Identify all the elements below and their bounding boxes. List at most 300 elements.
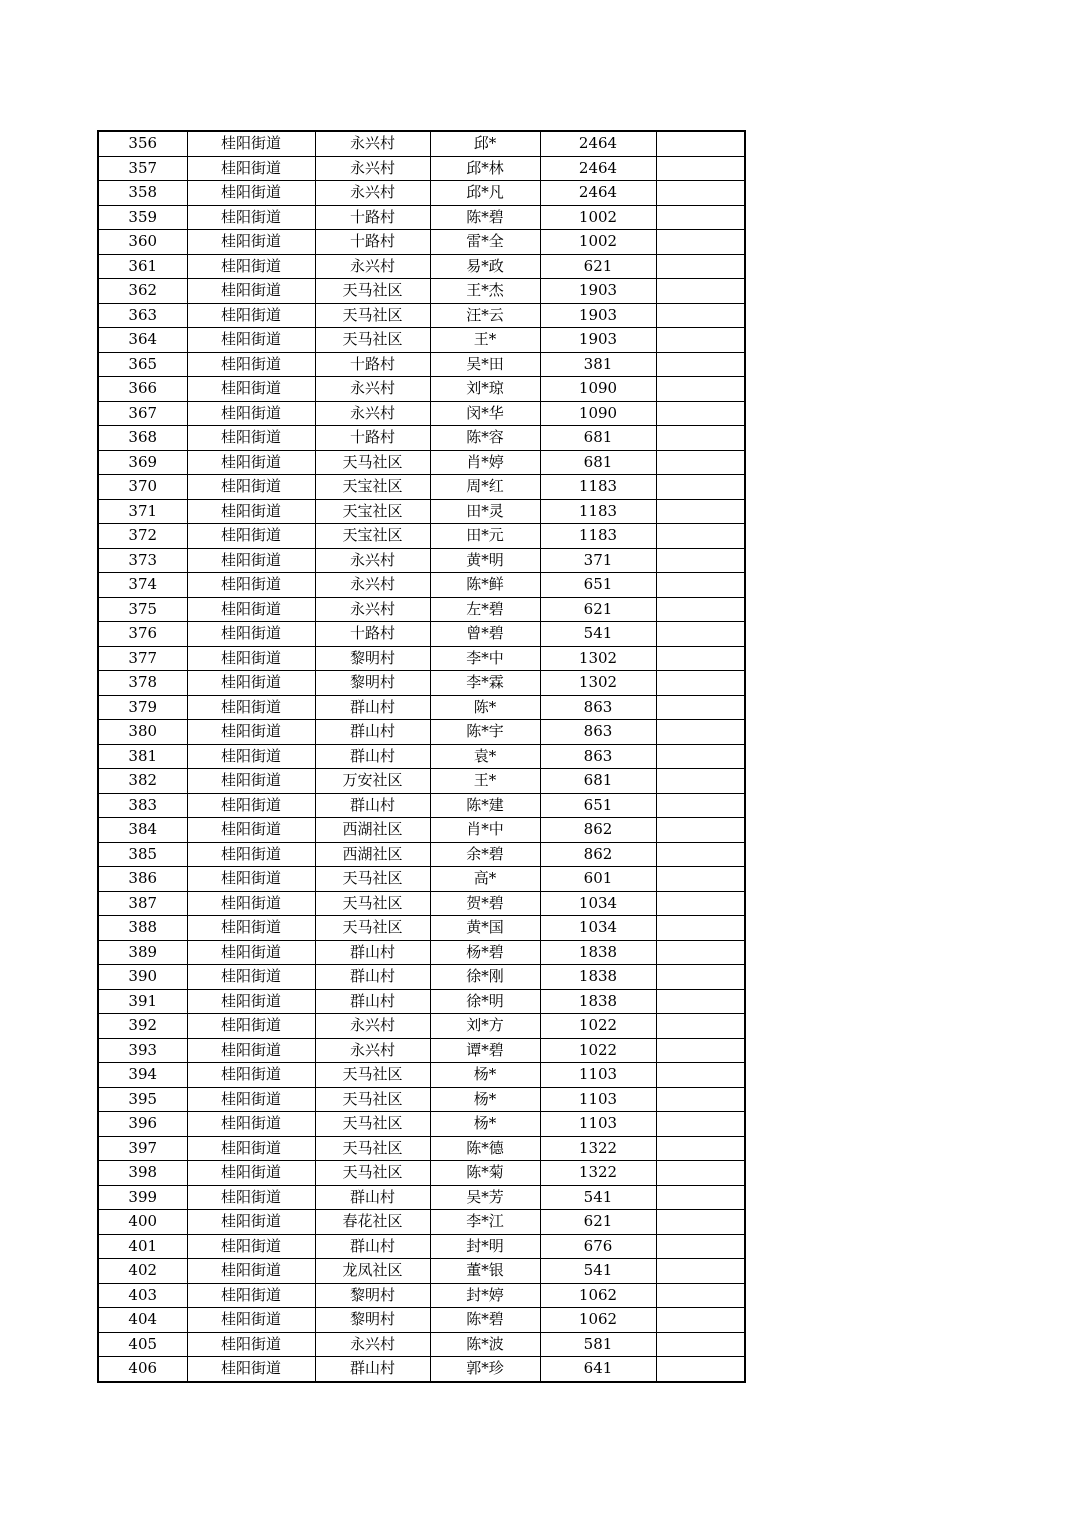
village-cell: 永兴村 <box>315 1332 430 1357</box>
village-cell: 群山村 <box>315 793 430 818</box>
street-cell: 桂阳街道 <box>187 1038 315 1063</box>
row-number-cell: 365 <box>98 352 187 377</box>
street-cell: 桂阳街道 <box>187 842 315 867</box>
name-cell: 王*杰 <box>430 279 540 304</box>
street-cell: 桂阳街道 <box>187 1185 315 1210</box>
note-cell <box>656 793 745 818</box>
amount-cell: 1183 <box>540 475 656 500</box>
table-row <box>98 940 745 965</box>
note-cell <box>656 524 745 549</box>
street-cell: 桂阳街道 <box>187 475 315 500</box>
name-cell: 黄*明 <box>430 548 540 573</box>
village-cell: 群山村 <box>315 1234 430 1259</box>
row-number-cell: 387 <box>98 891 187 916</box>
village-cell: 永兴村 <box>315 156 430 181</box>
row-number-cell: 402 <box>98 1259 187 1284</box>
street-cell: 桂阳街道 <box>187 1308 315 1333</box>
name-cell: 黄*国 <box>430 916 540 941</box>
amount-cell: 1838 <box>540 940 656 965</box>
amount-cell: 541 <box>540 1259 656 1284</box>
note-cell <box>656 622 745 647</box>
table-row <box>98 720 745 745</box>
table-row <box>98 205 745 230</box>
street-cell: 桂阳街道 <box>187 867 315 892</box>
note-cell <box>656 769 745 794</box>
row-number-cell: 397 <box>98 1136 187 1161</box>
village-cell: 天宝社区 <box>315 499 430 524</box>
street-cell: 桂阳街道 <box>187 328 315 353</box>
row-number-cell: 396 <box>98 1112 187 1137</box>
amount-cell: 601 <box>540 867 656 892</box>
table-row <box>98 989 745 1014</box>
table-row <box>98 597 745 622</box>
amount-cell: 676 <box>540 1234 656 1259</box>
row-number-cell: 389 <box>98 940 187 965</box>
village-cell: 天马社区 <box>315 891 430 916</box>
note-cell <box>656 131 745 156</box>
street-cell: 桂阳街道 <box>187 279 315 304</box>
village-cell: 西湖社区 <box>315 818 430 843</box>
note-cell <box>656 352 745 377</box>
table-row <box>98 867 745 892</box>
village-cell: 永兴村 <box>315 254 430 279</box>
table-row <box>98 622 745 647</box>
name-cell: 吴*芳 <box>430 1185 540 1210</box>
amount-cell: 2464 <box>540 156 656 181</box>
amount-cell: 681 <box>540 769 656 794</box>
row-number-cell: 394 <box>98 1063 187 1088</box>
amount-cell: 581 <box>540 1332 656 1357</box>
note-cell <box>656 279 745 304</box>
village-cell: 天马社区 <box>315 916 430 941</box>
street-cell: 桂阳街道 <box>187 450 315 475</box>
name-cell: 陈*德 <box>430 1136 540 1161</box>
name-cell: 刘*方 <box>430 1014 540 1039</box>
note-cell <box>656 573 745 598</box>
village-cell: 万安社区 <box>315 769 430 794</box>
row-number-cell: 379 <box>98 695 187 720</box>
amount-cell: 862 <box>540 818 656 843</box>
row-number-cell: 378 <box>98 671 187 696</box>
village-cell: 群山村 <box>315 965 430 990</box>
amount-cell: 1838 <box>540 989 656 1014</box>
street-cell: 桂阳街道 <box>187 965 315 990</box>
street-cell: 桂阳街道 <box>187 940 315 965</box>
table-row <box>98 131 745 156</box>
village-cell: 天马社区 <box>315 1063 430 1088</box>
amount-cell: 681 <box>540 450 656 475</box>
table-row <box>98 842 745 867</box>
row-number-cell: 367 <box>98 401 187 426</box>
table-row <box>98 965 745 990</box>
street-cell: 桂阳街道 <box>187 1087 315 1112</box>
table-row <box>98 377 745 402</box>
table-row <box>98 156 745 181</box>
street-cell: 桂阳街道 <box>187 1112 315 1137</box>
street-cell: 桂阳街道 <box>187 646 315 671</box>
amount-cell: 1002 <box>540 205 656 230</box>
name-cell: 贺*碧 <box>430 891 540 916</box>
amount-cell: 1183 <box>540 524 656 549</box>
village-cell: 西湖社区 <box>315 842 430 867</box>
village-cell: 天马社区 <box>315 1161 430 1186</box>
amount-cell: 621 <box>540 597 656 622</box>
table-row <box>98 1087 745 1112</box>
name-cell: 杨* <box>430 1063 540 1088</box>
village-cell: 天宝社区 <box>315 524 430 549</box>
name-cell: 谭*碧 <box>430 1038 540 1063</box>
street-cell: 桂阳街道 <box>187 401 315 426</box>
note-cell <box>656 916 745 941</box>
table-row <box>98 303 745 328</box>
note-cell <box>656 475 745 500</box>
village-cell: 永兴村 <box>315 131 430 156</box>
table-row <box>98 573 745 598</box>
amount-cell: 681 <box>540 426 656 451</box>
row-number-cell: 368 <box>98 426 187 451</box>
street-cell: 桂阳街道 <box>187 426 315 451</box>
village-cell: 天马社区 <box>315 450 430 475</box>
row-number-cell: 372 <box>98 524 187 549</box>
row-number-cell: 366 <box>98 377 187 402</box>
village-cell: 永兴村 <box>315 1014 430 1039</box>
name-cell: 闵*华 <box>430 401 540 426</box>
table-row <box>98 1136 745 1161</box>
village-cell: 永兴村 <box>315 401 430 426</box>
row-number-cell: 401 <box>98 1234 187 1259</box>
amount-cell: 621 <box>540 254 656 279</box>
village-cell: 群山村 <box>315 1185 430 1210</box>
village-cell: 春花社区 <box>315 1210 430 1235</box>
name-cell: 田*灵 <box>430 499 540 524</box>
street-cell: 桂阳街道 <box>187 181 315 206</box>
note-cell <box>656 1014 745 1039</box>
row-number-cell: 400 <box>98 1210 187 1235</box>
amount-cell: 2464 <box>540 131 656 156</box>
amount-cell: 641 <box>540 1357 656 1382</box>
table-row <box>98 1234 745 1259</box>
street-cell: 桂阳街道 <box>187 1014 315 1039</box>
row-number-cell: 385 <box>98 842 187 867</box>
street-cell: 桂阳街道 <box>187 573 315 598</box>
row-number-cell: 373 <box>98 548 187 573</box>
note-cell <box>656 1210 745 1235</box>
name-cell: 易*政 <box>430 254 540 279</box>
village-cell: 天马社区 <box>315 328 430 353</box>
village-cell: 天马社区 <box>315 867 430 892</box>
amount-cell: 621 <box>540 1210 656 1235</box>
note-cell <box>656 720 745 745</box>
table-row <box>98 695 745 720</box>
table-row <box>98 499 745 524</box>
village-cell: 黎明村 <box>315 1308 430 1333</box>
street-cell: 桂阳街道 <box>187 377 315 402</box>
note-cell <box>656 1038 745 1063</box>
row-number-cell: 369 <box>98 450 187 475</box>
row-number-cell: 364 <box>98 328 187 353</box>
name-cell: 徐*明 <box>430 989 540 1014</box>
row-number-cell: 381 <box>98 744 187 769</box>
street-cell: 桂阳街道 <box>187 622 315 647</box>
note-cell <box>656 671 745 696</box>
name-cell: 杨* <box>430 1087 540 1112</box>
name-cell: 陈*碧 <box>430 1308 540 1333</box>
table-row <box>98 450 745 475</box>
street-cell: 桂阳街道 <box>187 205 315 230</box>
name-cell: 李*霖 <box>430 671 540 696</box>
village-cell: 天马社区 <box>315 1112 430 1137</box>
amount-cell: 1103 <box>540 1087 656 1112</box>
table-row <box>98 401 745 426</box>
street-cell: 桂阳街道 <box>187 1210 315 1235</box>
street-cell: 桂阳街道 <box>187 1283 315 1308</box>
street-cell: 桂阳街道 <box>187 891 315 916</box>
village-cell: 永兴村 <box>315 573 430 598</box>
row-number-cell: 390 <box>98 965 187 990</box>
row-number-cell: 370 <box>98 475 187 500</box>
table-row <box>98 1259 745 1284</box>
name-cell: 陈*波 <box>430 1332 540 1357</box>
amount-cell: 2464 <box>540 181 656 206</box>
note-cell <box>656 989 745 1014</box>
row-number-cell: 382 <box>98 769 187 794</box>
street-cell: 桂阳街道 <box>187 720 315 745</box>
name-cell: 陈*宇 <box>430 720 540 745</box>
street-cell: 桂阳街道 <box>187 1357 315 1382</box>
table-row <box>98 1185 745 1210</box>
amount-cell: 1322 <box>540 1136 656 1161</box>
name-cell: 董*银 <box>430 1259 540 1284</box>
row-number-cell: 376 <box>98 622 187 647</box>
note-cell <box>656 1308 745 1333</box>
amount-cell: 1103 <box>540 1063 656 1088</box>
village-cell: 群山村 <box>315 695 430 720</box>
note-cell <box>656 1332 745 1357</box>
table-row <box>98 744 745 769</box>
note-cell <box>656 1087 745 1112</box>
village-cell: 群山村 <box>315 1357 430 1382</box>
village-cell: 龙凤社区 <box>315 1259 430 1284</box>
amount-cell: 1838 <box>540 965 656 990</box>
street-cell: 桂阳街道 <box>187 989 315 1014</box>
row-number-cell: 405 <box>98 1332 187 1357</box>
table-row <box>98 254 745 279</box>
amount-cell: 1022 <box>540 1038 656 1063</box>
row-number-cell: 380 <box>98 720 187 745</box>
row-number-cell: 358 <box>98 181 187 206</box>
name-cell: 高* <box>430 867 540 892</box>
name-cell: 徐*刚 <box>430 965 540 990</box>
name-cell: 袁* <box>430 744 540 769</box>
street-cell: 桂阳街道 <box>187 230 315 255</box>
amount-cell: 371 <box>540 548 656 573</box>
village-cell: 十路村 <box>315 205 430 230</box>
note-cell <box>656 254 745 279</box>
note-cell <box>656 205 745 230</box>
table-row <box>98 818 745 843</box>
street-cell: 桂阳街道 <box>187 769 315 794</box>
village-cell: 天马社区 <box>315 1136 430 1161</box>
note-cell <box>656 1161 745 1186</box>
amount-cell: 1903 <box>540 279 656 304</box>
table-row <box>98 769 745 794</box>
name-cell: 郭*珍 <box>430 1357 540 1382</box>
name-cell: 刘*琼 <box>430 377 540 402</box>
street-cell: 桂阳街道 <box>187 671 315 696</box>
street-cell: 桂阳街道 <box>187 1259 315 1284</box>
village-cell: 十路村 <box>315 352 430 377</box>
amount-cell: 1002 <box>540 230 656 255</box>
amount-cell: 1022 <box>540 1014 656 1039</box>
name-cell: 周*红 <box>430 475 540 500</box>
table-row <box>98 1210 745 1235</box>
row-number-cell: 374 <box>98 573 187 598</box>
village-cell: 十路村 <box>315 230 430 255</box>
name-cell: 陈*碧 <box>430 205 540 230</box>
note-cell <box>656 744 745 769</box>
note-cell <box>656 1234 745 1259</box>
name-cell: 肖*中 <box>430 818 540 843</box>
table-row <box>98 328 745 353</box>
note-cell <box>656 842 745 867</box>
name-cell: 汪*云 <box>430 303 540 328</box>
amount-cell: 863 <box>540 695 656 720</box>
amount-cell: 651 <box>540 573 656 598</box>
name-cell: 曾*碧 <box>430 622 540 647</box>
table-body <box>98 131 745 1382</box>
street-cell: 桂阳街道 <box>187 499 315 524</box>
row-number-cell: 398 <box>98 1161 187 1186</box>
row-number-cell: 359 <box>98 205 187 230</box>
table-row <box>98 1161 745 1186</box>
village-cell: 永兴村 <box>315 597 430 622</box>
name-cell: 陈*菊 <box>430 1161 540 1186</box>
village-cell: 群山村 <box>315 989 430 1014</box>
amount-cell: 1062 <box>540 1283 656 1308</box>
amount-cell: 1903 <box>540 328 656 353</box>
name-cell: 吴*田 <box>430 352 540 377</box>
row-number-cell: 371 <box>98 499 187 524</box>
table-row <box>98 646 745 671</box>
row-number-cell: 375 <box>98 597 187 622</box>
note-cell <box>656 597 745 622</box>
row-number-cell: 403 <box>98 1283 187 1308</box>
village-cell: 永兴村 <box>315 377 430 402</box>
village-cell: 群山村 <box>315 744 430 769</box>
row-number-cell: 399 <box>98 1185 187 1210</box>
street-cell: 桂阳街道 <box>187 695 315 720</box>
table-row <box>98 352 745 377</box>
name-cell: 邱*凡 <box>430 181 540 206</box>
name-cell: 雷*全 <box>430 230 540 255</box>
table-row <box>98 1357 745 1382</box>
table-row <box>98 230 745 255</box>
table-row <box>98 1014 745 1039</box>
street-cell: 桂阳街道 <box>187 793 315 818</box>
note-cell <box>656 1112 745 1137</box>
table-row <box>98 426 745 451</box>
name-cell: 陈*容 <box>430 426 540 451</box>
name-cell: 田*元 <box>430 524 540 549</box>
data-table <box>97 130 746 1383</box>
row-number-cell: 362 <box>98 279 187 304</box>
note-cell <box>656 1136 745 1161</box>
name-cell: 杨*碧 <box>430 940 540 965</box>
amount-cell: 863 <box>540 720 656 745</box>
row-number-cell: 404 <box>98 1308 187 1333</box>
street-cell: 桂阳街道 <box>187 597 315 622</box>
name-cell: 封*婷 <box>430 1283 540 1308</box>
row-number-cell: 395 <box>98 1087 187 1112</box>
note-cell <box>656 1259 745 1284</box>
village-cell: 黎明村 <box>315 1283 430 1308</box>
note-cell <box>656 891 745 916</box>
village-cell: 永兴村 <box>315 181 430 206</box>
row-number-cell: 384 <box>98 818 187 843</box>
name-cell: 王* <box>430 328 540 353</box>
street-cell: 桂阳街道 <box>187 744 315 769</box>
amount-cell: 1090 <box>540 377 656 402</box>
row-number-cell: 377 <box>98 646 187 671</box>
street-cell: 桂阳街道 <box>187 1136 315 1161</box>
table-row <box>98 891 745 916</box>
note-cell <box>656 818 745 843</box>
street-cell: 桂阳街道 <box>187 818 315 843</box>
amount-cell: 1322 <box>540 1161 656 1186</box>
name-cell: 余*碧 <box>430 842 540 867</box>
note-cell <box>656 646 745 671</box>
table-row <box>98 524 745 549</box>
amount-cell: 1302 <box>540 646 656 671</box>
row-number-cell: 388 <box>98 916 187 941</box>
street-cell: 桂阳街道 <box>187 156 315 181</box>
table-row <box>98 279 745 304</box>
name-cell: 王* <box>430 769 540 794</box>
note-cell <box>656 1063 745 1088</box>
row-number-cell: 357 <box>98 156 187 181</box>
table-row <box>98 671 745 696</box>
table-row <box>98 475 745 500</box>
row-number-cell: 391 <box>98 989 187 1014</box>
row-number-cell: 360 <box>98 230 187 255</box>
table-row <box>98 916 745 941</box>
note-cell <box>656 548 745 573</box>
note-cell <box>656 965 745 990</box>
amount-cell: 541 <box>540 622 656 647</box>
table-row <box>98 1038 745 1063</box>
street-cell: 桂阳街道 <box>187 916 315 941</box>
village-cell: 永兴村 <box>315 548 430 573</box>
note-cell <box>656 695 745 720</box>
row-number-cell: 361 <box>98 254 187 279</box>
table-row <box>98 1112 745 1137</box>
note-cell <box>656 940 745 965</box>
table-row <box>98 548 745 573</box>
name-cell: 邱*林 <box>430 156 540 181</box>
row-number-cell: 392 <box>98 1014 187 1039</box>
name-cell: 李*江 <box>430 1210 540 1235</box>
street-cell: 桂阳街道 <box>187 1332 315 1357</box>
street-cell: 桂阳街道 <box>187 254 315 279</box>
amount-cell: 1034 <box>540 916 656 941</box>
note-cell <box>656 426 745 451</box>
amount-cell: 651 <box>540 793 656 818</box>
village-cell: 天马社区 <box>315 303 430 328</box>
note-cell <box>656 450 745 475</box>
row-number-cell: 406 <box>98 1357 187 1382</box>
amount-cell: 1090 <box>540 401 656 426</box>
amount-cell: 541 <box>540 1185 656 1210</box>
